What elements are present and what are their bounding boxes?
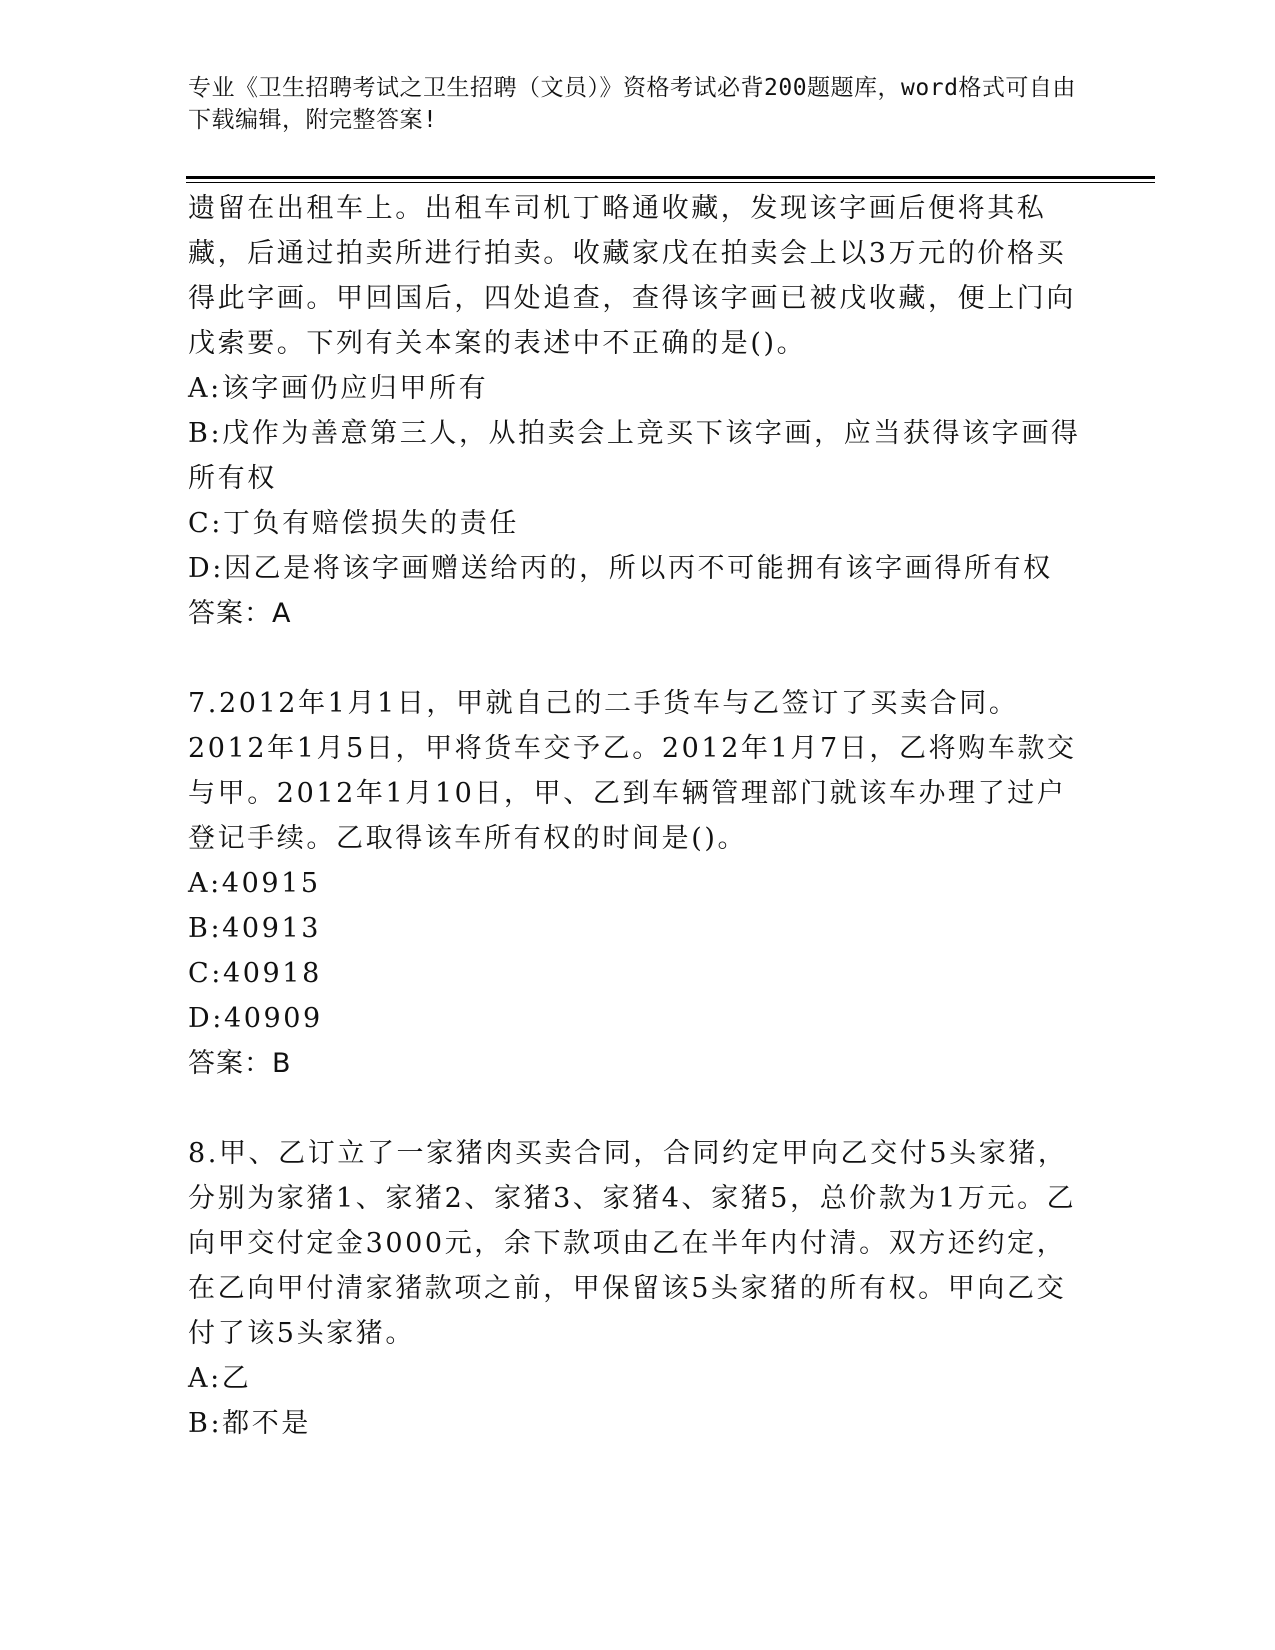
option-d: D:因乙是将该字画赠送给丙的，所以丙不可能拥有该字画得所有权 [188, 553, 1053, 584]
question-7 [188, 681, 1088, 1086]
document-header: 专业《卫生招聘考试之卫生招聘（文员）》资格考试必背200题题库，word格式可自由下载编辑，附完整答案! [188, 75, 1076, 133]
question-6 [188, 186, 1088, 636]
question-stem: 遗留在出租车上。出租车司机丁略通收藏，发现该字画后便将其私藏，后通过拍卖所进行拍卖。收藏家戊在拍卖会上以3万元的价格买得此字画。甲回国后，四处追查，查得该字画已被戊收藏，便上门向戊索要。下列有关本案的表述中不正确的是()。 [188, 193, 1076, 359]
option-a: A:乙 [188, 1363, 252, 1394]
option-c: C:丁负有赔偿损失的责任 [188, 508, 519, 539]
option-a: A:该字画仍应归甲所有 [188, 373, 489, 404]
option-a: A:40915 [188, 868, 321, 899]
option-d: D:40909 [188, 1003, 323, 1034]
option-b: B:戊作为善意第三人，从拍卖会上竞买下该字画，应当获得该字画得所有权 [188, 418, 1081, 494]
question-spacer [188, 636, 1088, 681]
question-8 [188, 1131, 1088, 1446]
option-b: B:40913 [188, 913, 322, 944]
document-body [188, 186, 1088, 1446]
answer-line: 答案：A [188, 598, 292, 629]
option-c: C:40918 [188, 958, 322, 989]
question-spacer [188, 1086, 1088, 1131]
header-rule-thin [186, 182, 1155, 183]
question-stem: 8.甲、乙订立了一家猪肉买卖合同，合同约定甲向乙交付5头家猪，分别为家猪1、家猪2、家猪3、家猪4、家猪5，总价款为1万元。乙向甲交付定金3000元，余下款项由乙在半年内付清。双方还约定，在乙向甲付清家猪款项之前，甲保留该5头家猪的所有权。甲向乙交付了该5头家猪。 [188, 1138, 1077, 1349]
option-b: B:都不是 [188, 1408, 311, 1439]
question-stem: 7.2012年1月1日，甲就自己的二手货车与乙签订了买卖合同。2012年1月5日，甲将货车交予乙。2012年1月7日，乙将购车款交与甲。2012年1月10日，甲、乙到车辆管理部门就该车办理了过户登记手续。乙取得该车所有权的时间是()。 [188, 688, 1077, 854]
answer-line: 答案：B [188, 1048, 292, 1079]
header-rule-thick [186, 176, 1155, 179]
